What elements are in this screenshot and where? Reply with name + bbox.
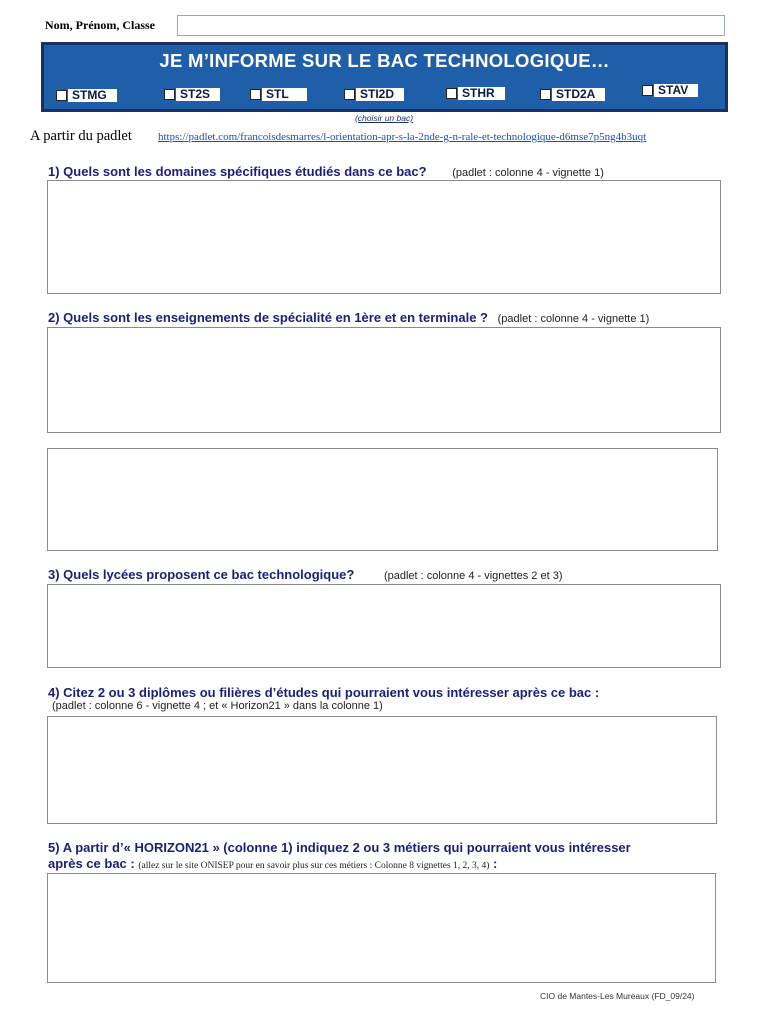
answer-box-3[interactable] [47,584,721,668]
checkbox-sti2d[interactable] [344,89,355,100]
bac-label-st2s: ST2S [176,88,220,101]
checkbox-stav[interactable] [642,85,653,96]
bac-label-std2a: STD2A [552,88,605,101]
bac-label-stav: STAV [654,84,698,97]
answer-box-2a[interactable] [47,327,721,433]
bac-option-stl[interactable] [250,88,307,101]
choose-bac-hint: (choisir un bac) [354,113,414,123]
question-5-line2 [48,856,497,871]
bac-label-sti2d: STI2D [356,88,404,101]
checkbox-stl[interactable] [250,89,261,100]
bac-option-stmg[interactable] [56,89,117,102]
padlet-label: A partir du padlet [30,128,132,144]
question-5-line2-text: après ce bac : [48,856,135,871]
answer-box-5[interactable] [47,873,716,983]
answer-box-4[interactable] [47,716,717,824]
checkbox-sthr[interactable] [446,88,457,99]
footer-credit: CIO de Mantes-Les Mureaux (FD_09/24) [540,991,695,1001]
padlet-link[interactable]: https://padlet.com/francoisdesmarres/l-orientation-apr-s-la-2nde-g-n-rale-et-technologique-d6mse7p5ng4b3uqt [158,131,647,143]
question-3 [48,567,563,582]
checkbox-stmg[interactable] [56,90,67,101]
question-5-hint: (allez sur le site ONISEP pour en savoir plus sur ces métiers : Colonne 8 vignettes 1, 2, 3, 4) [138,861,490,871]
question-2 [48,310,649,325]
question-3-text: 3) Quels lycées proposent ce bac technologique? [48,567,355,582]
question-3-hint: (padlet : colonne 4 - vignettes 2 et 3) [383,570,563,582]
bac-option-st2s[interactable] [164,88,220,101]
name-label: Nom, Prénom, Classe [45,18,155,32]
question-5-line1: 5) A partir d’« HORIZON21 » (colonne 1) indiquez 2 ou 3 métiers qui pourraient vous intéresser [48,840,631,855]
question-1-text: 1) Quels sont les domaines spécifiques étudiés dans ce bac? [48,164,427,179]
question-1 [48,164,604,179]
question-1-hint: (padlet : colonne 4 - vignette 1) [452,167,604,179]
answer-box-2b[interactable] [47,448,718,551]
name-input[interactable] [177,15,725,36]
checkbox-std2a[interactable] [540,89,551,100]
bac-label-stmg: STMG [68,89,117,102]
question-2-hint: (padlet : colonne 4 - vignette 1) [497,313,650,325]
bac-option-stav[interactable] [642,84,698,97]
page-title: JE M’INFORME SUR LE BAC TECHNOLOGIQUE… [159,50,610,71]
bac-label-sthr: STHR [458,87,505,100]
answer-box-1[interactable] [47,180,721,294]
bac-label-stl: STL [262,88,307,101]
question-5-tail: : [489,856,498,871]
bac-option-sti2d[interactable] [344,88,404,101]
question-2-text: 2) Quels sont les enseignements de spécialité en 1ère et en terminale ? [48,310,489,325]
bac-option-std2a[interactable] [540,88,605,101]
checkbox-st2s[interactable] [164,89,175,100]
question-4-hint: (padlet : colonne 6 - vignette 4 ; et « Horizon21 » dans la colonne 1) [52,700,383,712]
title-banner [41,42,728,112]
question-4-text: 4) Citez 2 ou 3 diplômes ou filières d’études qui pourraient vous intéresser après ce bac : [48,685,600,700]
bac-option-sthr[interactable] [446,87,505,100]
